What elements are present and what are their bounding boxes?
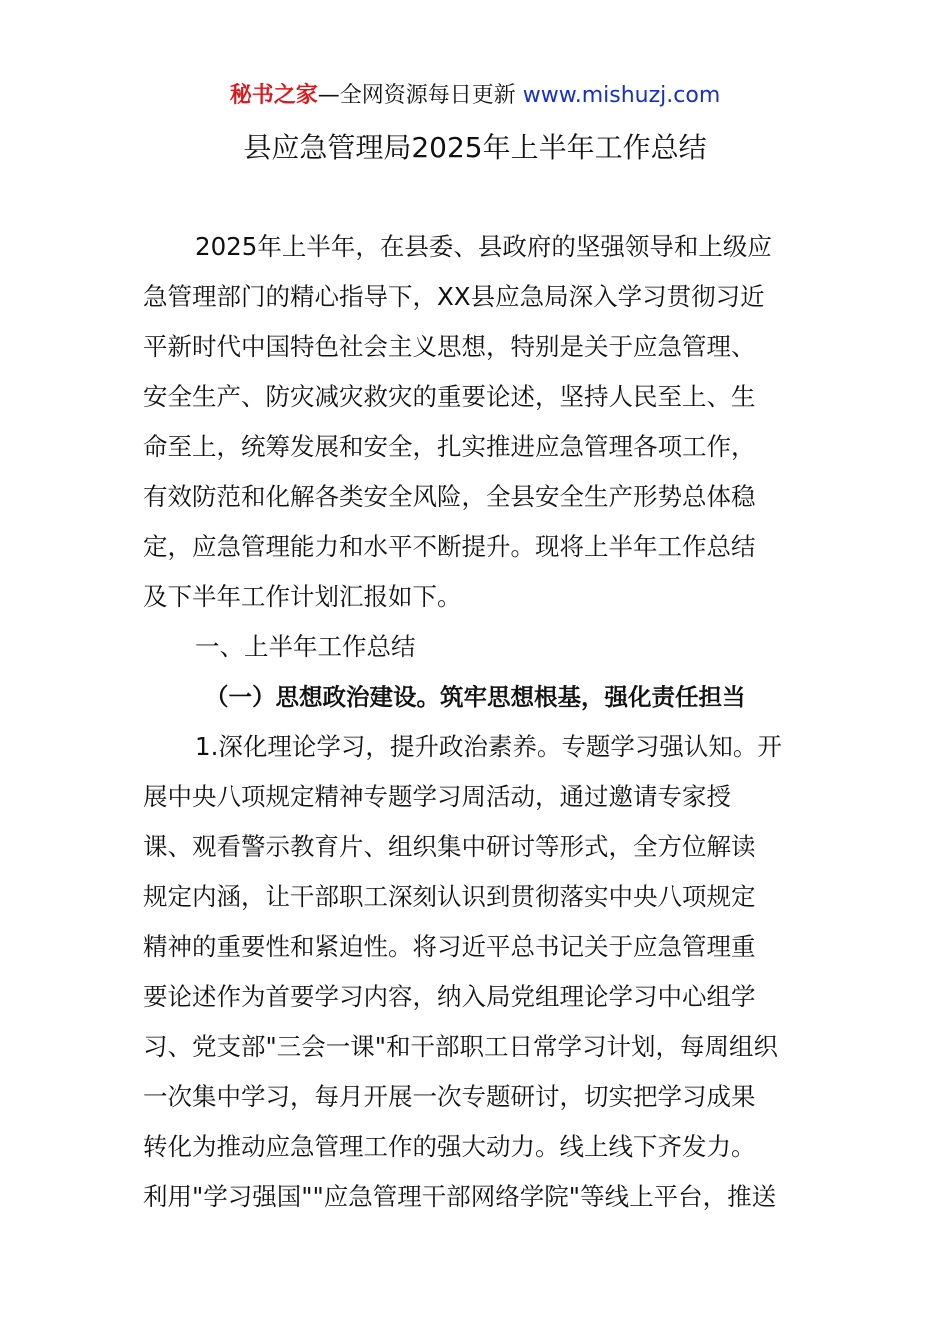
paragraph-line: 习、党支部"三会一课"和干部职工日常学习计划，每周组织: [143, 1032, 779, 1061]
paragraph-line: 2025年上半年，在县委、县政府的坚强领导和上级应: [195, 232, 772, 261]
paragraph-line: 安全生产、防灾减灾救灾的重要论述，坚持人民至上、生: [143, 382, 756, 411]
site-url-link[interactable]: www.mishuzj.com: [522, 83, 721, 108]
paragraph-line: 展中央八项规定精神专题学习周活动，通过邀请专家授: [143, 782, 731, 811]
paragraph-line: 及下半年工作计划汇报如下。: [143, 582, 462, 611]
paragraph-line: 利用"学习强国""应急管理干部网络学院"等线上平台，推送: [143, 1182, 777, 1211]
paragraph-line: 平新时代中国特色社会主义思想，特别是关于应急管理、: [143, 332, 756, 361]
paragraph-line: 有效防范和化解各类安全风险，全县安全生产形势总体稳: [143, 482, 756, 511]
site-brand: 秘书之家: [229, 83, 318, 108]
paragraph-line: 课、观看警示教育片、组织集中研讨等形式，全方位解读: [143, 832, 756, 861]
site-tagline: —全网资源每日更新: [317, 83, 523, 108]
paragraph-line: 1.深化理论学习，提升政治素养。专题学习强认知。开: [195, 732, 782, 761]
paragraph-line: 一次集中学习，每月开展一次专题研讨，切实把学习成果: [143, 1082, 756, 1111]
subsection-heading: （一）思想政治建设。筑牢思想根基，强化责任担当: [205, 683, 746, 711]
paragraph-line: 规定内涵，让干部职工深刻认识到贯彻落实中央八项规定: [143, 882, 756, 911]
document-title: 县应急管理局2025年上半年工作总结: [243, 131, 707, 164]
site-header: [0, 80, 950, 112]
paragraph-line: 转化为推动应急管理工作的强大动力。线上线下齐发力。: [143, 1132, 756, 1161]
document-body: [143, 222, 807, 1222]
section-heading: 一、上半年工作总结: [195, 632, 416, 661]
paragraph-line: 精神的重要性和紧迫性。将习近平总书记关于应急管理重: [143, 932, 756, 961]
paragraph-line: 要论述作为首要学习内容，纳入局党组理论学习中心组学: [143, 982, 756, 1011]
paragraph-line: 急管理部门的精心指导下，XX县应急局深入学习贯彻习近: [143, 282, 765, 311]
paragraph-line: 定，应急管理能力和水平不断提升。现将上半年工作总结: [143, 532, 756, 561]
paragraph-line: 命至上，统筹发展和安全，扎实推进应急管理各项工作，: [143, 432, 756, 461]
